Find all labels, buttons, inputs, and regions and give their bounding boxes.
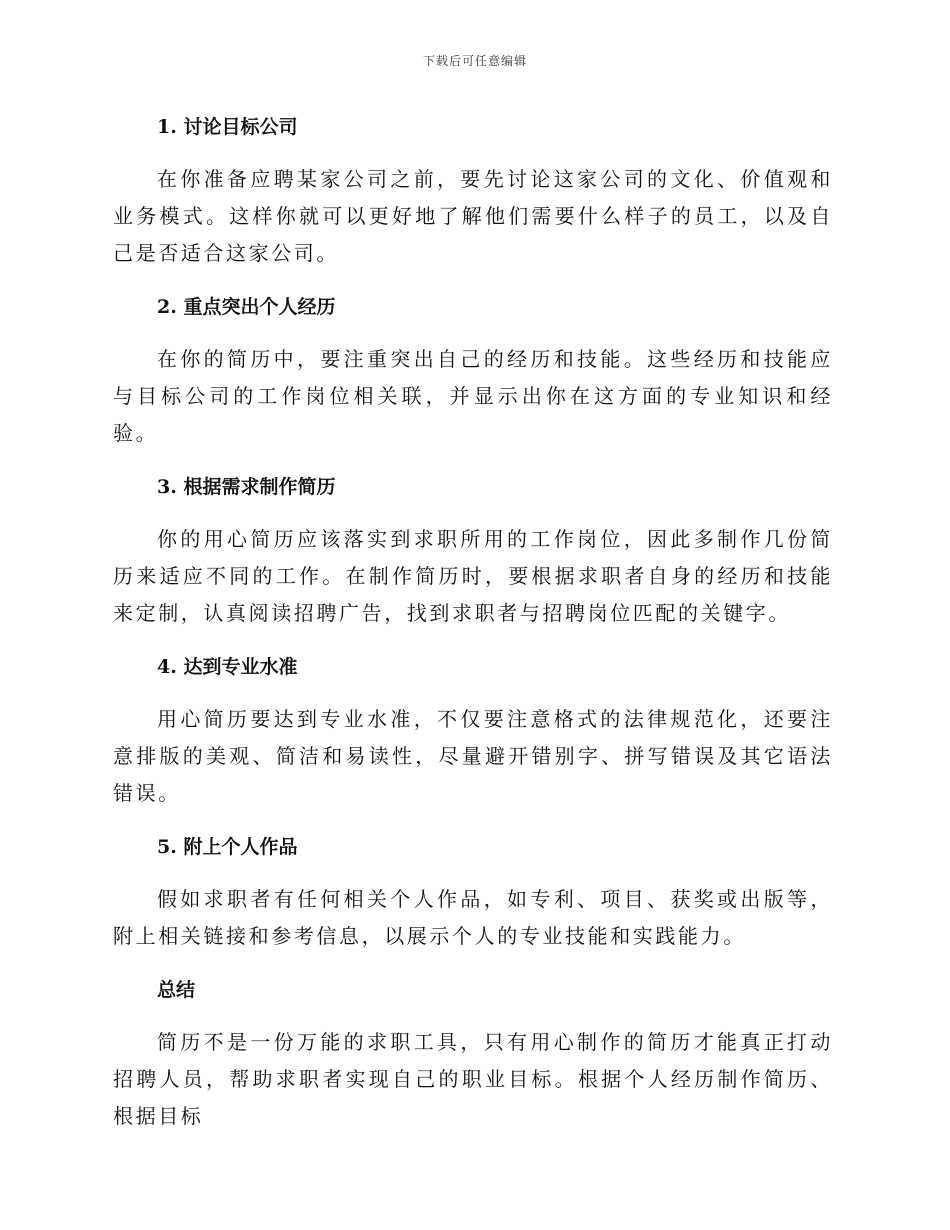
page-header-note: 下载后可任意编辑 xyxy=(422,54,527,68)
section-paragraph-5: 假如求职者有任何相关个人作品，如专利、项目、获奖或出版等，附上相关链接和参考信息，以展示个人的专业技能和实践能力。 xyxy=(113,887,833,948)
section-paragraph-2: 在你的简历中，要注重突出自己的经历和技能。这些经历和技能应与目标公司的工作岗位相关联，并显示出你在这方面的专业知识和经验。 xyxy=(113,347,833,445)
summary-heading: 总结 xyxy=(157,979,196,1001)
section-paragraph-4: 用心简历要达到专业水准，不仅要注意格式的法律规范化，还要注意排版的美观、简洁和易读性，尽量避开错别字、拼写错误及其它语法错误。 xyxy=(113,707,833,805)
summary-paragraph: 简历不是一份万能的求职工具，只有用心制作的简历才能真正打动招聘人员，帮助求职者实现自己的职业目标。根据个人经历制作简历、根据目标 xyxy=(113,1030,833,1128)
section-heading-5: 5. 附上个人作品 xyxy=(157,836,298,858)
section-heading-1: 1. 讨论目标公司 xyxy=(157,116,298,138)
section-heading-3: 3. 根据需求制作简历 xyxy=(157,476,336,498)
section-paragraph-1: 在你准备应聘某家公司之前，要先讨论这家公司的文化、价值观和业务模式。这样你就可以更好地了解他们需要什么样子的员工，以及自己是否适合这家公司。 xyxy=(113,167,833,265)
section-heading-4: 4. 达到专业水准 xyxy=(157,656,298,678)
document-body xyxy=(113,110,833,1153)
section-paragraph-3: 你的用心简历应该落实到求职所用的工作岗位，因此多制作几份简历来适应不同的工作。在制作简历时，要根据求职者自身的经历和技能来定制，认真阅读招聘广告，找到求职者与招聘岗位匹配的关键字。 xyxy=(113,527,833,625)
section-heading-2: 2. 重点突出个人经历 xyxy=(157,296,336,318)
